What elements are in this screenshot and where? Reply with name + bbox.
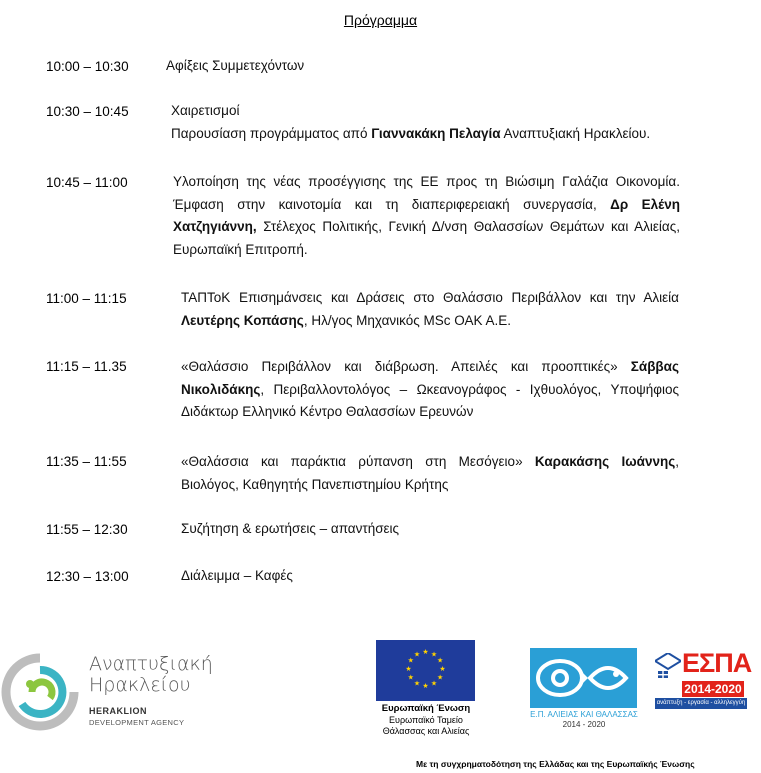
speaker-name: Δρ Ελένη Χατζηγιάννη,	[173, 196, 680, 234]
eu-logo-caption: Θάλασσας και Αλιείας	[382, 726, 470, 736]
eu-flag-logo	[376, 640, 476, 740]
time-slot: 12:30 – 13:00	[46, 569, 129, 584]
time-slot: 11:55 – 12:30	[46, 522, 128, 537]
svg-text:★: ★	[437, 656, 444, 665]
svg-text:★: ★	[430, 650, 438, 659]
agenda-item-text: Χαιρετισμοί	[171, 103, 240, 118]
espa-wordmark: ΕΣΠΑ	[682, 648, 752, 678]
svg-text:★: ★	[407, 673, 414, 682]
svg-text:★: ★	[413, 679, 421, 688]
speaker-name: Καρακάσης Ιωάννης	[534, 454, 676, 469]
agenda-item-text: Διάλειμμα – Καφές	[181, 568, 293, 583]
funding-notice: Με τη συγχρηματοδότηση της Ελλάδας και της Ευρωπαϊκής Ένωσης	[416, 759, 695, 769]
heraklion-agency-logo	[0, 650, 213, 740]
svg-text:★: ★	[407, 656, 414, 665]
time-slot: 10:45 – 11:00	[46, 175, 128, 190]
svg-text:★: ★	[437, 673, 444, 682]
time-slot: 11:00 – 11:15	[46, 291, 127, 306]
fish-eye-icon	[530, 648, 637, 708]
svg-text:★: ★	[422, 648, 429, 656]
time-slot: 10:30 – 10:45	[46, 104, 129, 119]
greek-flag-icon	[655, 653, 681, 683]
agenda-item-text: Παρουσίαση προγράμματος από Γιαννακάκη Πελαγία Αναπτυξιακή Ηρακλείου.	[171, 125, 651, 141]
agenda-item-text: Αφίξεις Συμμετεχόντων	[166, 58, 305, 73]
eu-flag-icon	[376, 640, 475, 701]
speaker-name: Σάββας Νικολιδάκης	[181, 359, 679, 397]
svg-text:★: ★	[405, 665, 412, 673]
agenda-item-text: Υλοποίηση της νέας προσέγγισης της ΕΕ προς τη Βιώσιμη Γαλάζια Οικονομία. Έμφαση στην καινοτομία και τη διαπεριφερειακή συνεργασία, Δρ Ελένη Χατζηγιάννη, Στέλεχος Πολιτικής, Γενική Δ/νση Θαλασσίων Θεμάτων και Αλιείας, Ευρωπαϊκή Επιτροπή.	[173, 174, 680, 257]
agenda-item-text: Συζήτηση & ερωτήσεις – απαντήσεις	[181, 521, 400, 536]
agenda-item-text: ΤΑΠΤοΚ Επισημάνσεις και Δράσεις στο Θαλάσσιο Περιβάλλον και την Αλιεία Λευτέρης Κοπάσης, Ηλ/γος Μηχανικός MSc ΟΑΚ Α.Ε.	[181, 290, 679, 328]
time-slot: 11:35 – 11:55	[46, 454, 127, 469]
svg-text:★: ★	[413, 650, 421, 659]
heraklion-rings-icon	[0, 652, 80, 734]
logo-subtext: DEVELOPMENT AGENCY	[89, 718, 185, 727]
ep-fisheries-logo	[530, 648, 638, 732]
time-slot: 11:15 – 11.35	[46, 359, 127, 374]
logo-subtext: HERAKLION	[89, 706, 147, 716]
speaker-name: Λευτέρης Κοπάσης	[181, 312, 304, 328]
page-title: Πρόγραμμα	[343, 12, 418, 28]
agenda-item-text: «Θαλάσσιο Περιβάλλον και διάβρωση. Απειλές και προοπτικές» Σάββας Νικολιδάκης, Περιβαλλοντολόγος – Ωκεανογράφος - Ιχθυολόγος, Υποψήφιος Διδάκτωρ Ελληνικό Κέντρο Θαλασσίων Ερευνών	[181, 359, 679, 419]
svg-text:★: ★	[439, 665, 446, 673]
svg-text:★: ★	[422, 682, 429, 690]
eu-logo-caption: Ευρωπαϊκό Ταμείο	[389, 715, 463, 725]
agenda-item-text: «Θαλάσσια και παράκτια ρύπανση στη Μεσόγειο» Καρακάσης Ιωάννης, Βιολόγος, Καθηγητής Πανεπιστημίου Κρήτης	[181, 454, 680, 492]
agenda-item	[171, 100, 691, 145]
espa-years: 2014-2020	[684, 682, 742, 696]
ep-logo-caption: Ε.Π. ΑΛΙΕΙΑΣ ΚΑΙ ΘΑΛΑΣΣΑΣ	[530, 710, 638, 719]
espa-logo	[655, 648, 752, 712]
eu-logo-caption: Ευρωπαϊκή Ένωση	[381, 703, 471, 714]
svg-text:★: ★	[430, 679, 438, 688]
time-slot: 10:00 – 10:30	[46, 59, 129, 74]
ep-logo-caption: 2014 - 2020	[562, 720, 606, 729]
espa-slogan: ανάπτυξη - εργασία - αλληλεγγύη	[656, 700, 746, 706]
logo-text: Αναπτυξιακή Ηρακλείου	[89, 653, 213, 696]
speaker-name: Γιαννακάκη Πελαγία	[371, 125, 501, 141]
